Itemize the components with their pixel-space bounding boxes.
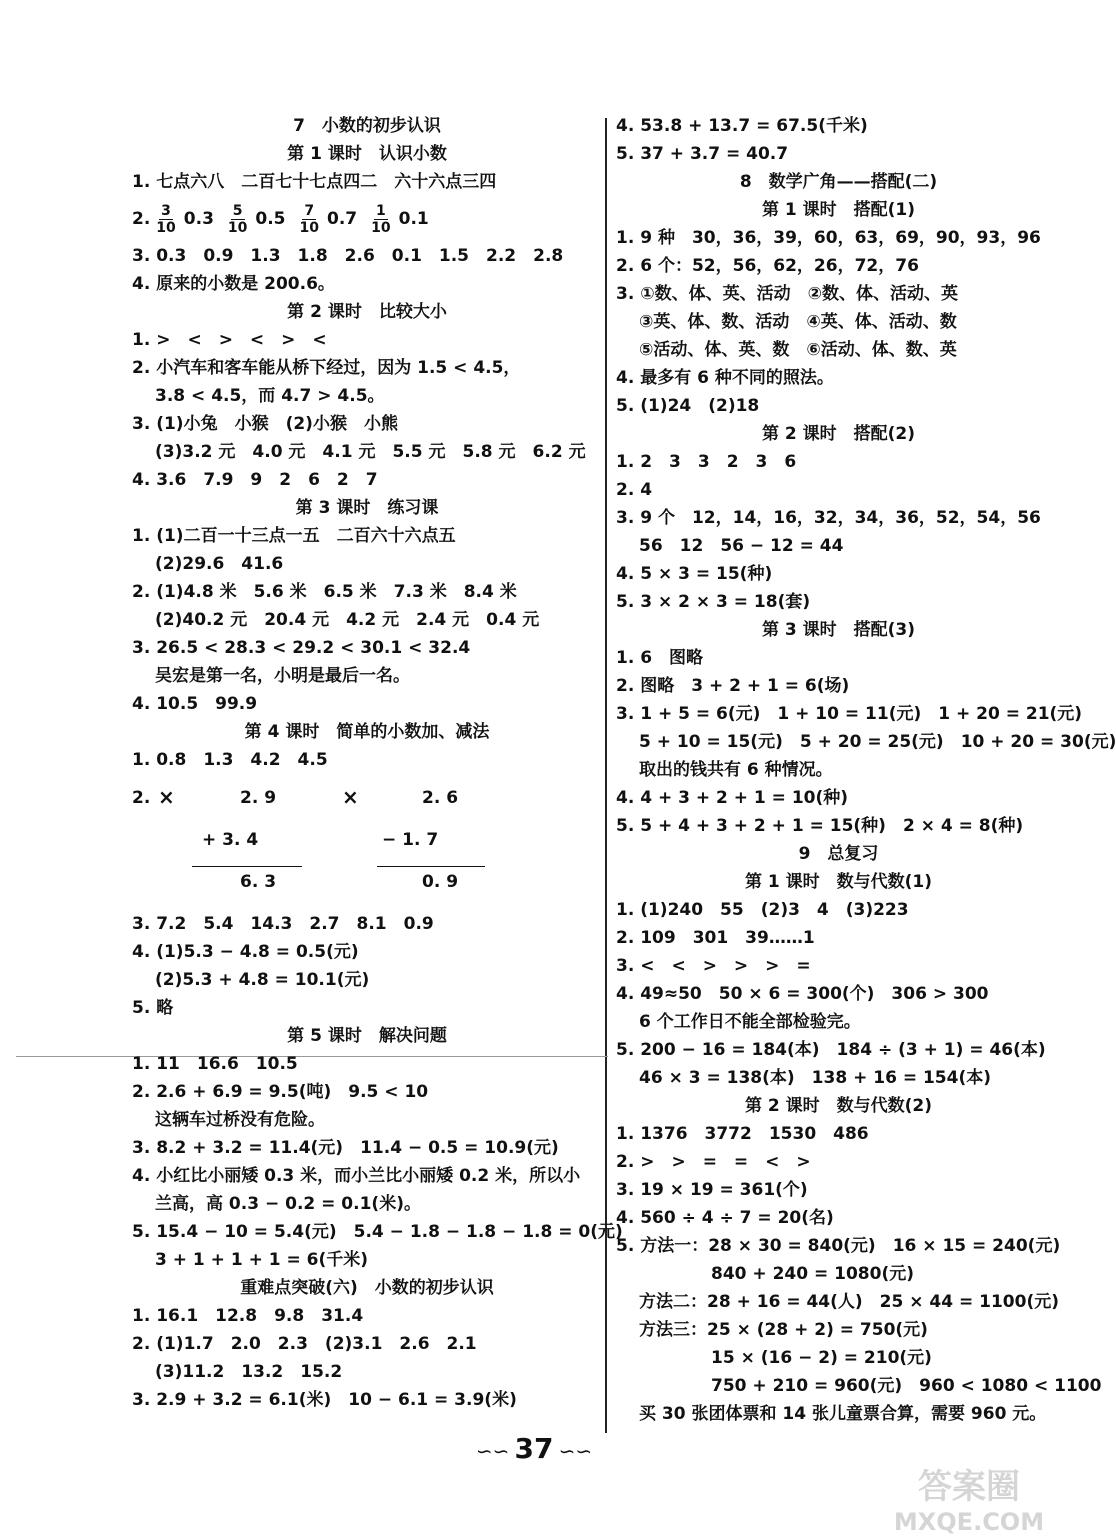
answer-line: 3. 2.9 + 3.2 = 6.1(米) 10 − 6.1 = 3.9(米): [132, 1390, 517, 1410]
left-column: [132, 112, 623, 1414]
answer-line: 3. 19 × 19 = 361(个): [616, 1180, 808, 1200]
page-number: 37: [514, 1432, 554, 1465]
answer-line: 4. 最多有 6 种不同的照法。: [616, 368, 834, 388]
answer-line: 3. 9 个 12，14，16，32，34，36，52，54，56: [616, 508, 1041, 528]
answer-line: 1. > < > < > <: [132, 330, 327, 350]
lesson-title: 第 3 课时 搭配(3): [761, 620, 916, 640]
answer-line: (3)11.2 13.2 15.2: [155, 1362, 343, 1382]
answer-line: 5. 5 + 4 + 3 + 2 + 1 = 15(种) 2 × 4 = 8(种): [616, 816, 1024, 836]
answer-line: (2)40.2 元 20.4 元 4.2 元 2.4 元 0.4 元: [155, 610, 540, 630]
decimal-value: 0.7: [327, 209, 358, 229]
answer-line: 4. 小红比小丽矮 0.3 米，而小兰比小丽矮 0.2 米，所以小: [132, 1166, 581, 1186]
answer-line: 1. 11 16.6 10.5: [132, 1054, 298, 1074]
question-number: 2.: [132, 788, 151, 808]
fraction: [156, 203, 175, 236]
decimal-value: 0.5: [255, 209, 286, 229]
fraction-answer-item: [156, 203, 214, 236]
answer-line: 方法三：25 × (28 + 2) = 750(元): [639, 1320, 928, 1340]
fraction-items: [156, 203, 442, 236]
answer-line: 吴宏是第一名，小明是最后一名。: [155, 666, 410, 686]
answer-line: 750 + 210 = 960(元) 960 < 1080 < 1100: [711, 1376, 1102, 1396]
denominator: 10: [156, 219, 176, 236]
answer-line: 5. 15.4 − 10 = 5.4(元) 5.4 − 1.8 − 1.8 − 1.8 = 0(元): [132, 1222, 623, 1242]
answer-line: 2. > > = = < >: [616, 1152, 811, 1172]
decimal-value: 0.1: [398, 209, 429, 229]
answer-line: 5. 略: [132, 998, 174, 1018]
answer-line: 4. 4 + 3 + 2 + 1 = 10(种): [616, 788, 849, 808]
answer-line: 1. 9 种 30，36，39，60，63，69，90，93，96: [616, 228, 1041, 248]
answer-line: 1. 16.1 12.8 9.8 31.4: [132, 1306, 364, 1326]
answer-line: 2. 109 301 39……1: [616, 928, 815, 948]
vertical-rule: [377, 866, 485, 867]
answer-line: 5. 200 − 16 = 184(本) 184 ÷ (3 + 1) = 46(本): [616, 1040, 1046, 1060]
ornament-left: ∽∽: [475, 1439, 510, 1463]
ornament-right: ∽∽: [558, 1439, 593, 1463]
answer-line: 兰高，高 0.3 − 0.2 = 0.1(米)。: [155, 1194, 421, 1214]
answer-line: 840 + 240 = 1080(元): [711, 1264, 914, 1284]
answer-line: 2. 小汽车和客车能从桥下经过，因为 1.5 < 4.5，: [132, 358, 521, 378]
answer-line: 1. (1)二百一十三点一五 二百六十六点五: [132, 526, 456, 546]
vertical-addend: + 3. 4: [202, 830, 259, 850]
answer-line: 4. 10.5 99.9: [132, 694, 258, 714]
lesson-title: 第 1 课时 认识小数: [287, 144, 447, 164]
lesson-title: 第 1 课时 数与代数(1): [744, 872, 933, 892]
vertical-result: 6. 3: [240, 872, 277, 892]
answer-line: 5. 37 + 3.7 = 40.7: [616, 144, 789, 164]
denominator: 10: [299, 219, 319, 236]
fraction-answer-row: [132, 196, 602, 242]
answer-line: 3. < < > > > =: [616, 956, 811, 976]
answer-line: 46 × 3 = 138(本) 138 + 16 = 154(本): [639, 1068, 992, 1088]
answer-line: 3. (1)小兔 小猴 (2)小猴 小熊: [132, 414, 398, 434]
answer-line: ③英、体、数、活动 ④英、体、活动、数: [639, 312, 957, 332]
answer-line: (2)29.6 41.6: [155, 554, 284, 574]
fraction: [371, 203, 390, 236]
answer-line: 3. ①数、体、英、活动 ②数、体、活动、英: [616, 284, 958, 304]
answer-line: 1. 七点六八 二百七十七点四二 六十六点三四: [132, 172, 497, 192]
wrong-mark: ×: [158, 785, 175, 809]
answer-line: 3. 1 + 5 = 6(元) 1 + 10 = 11(元) 1 + 20 = 21(元): [616, 704, 1083, 724]
answer-line: 方法二：28 + 16 = 44(人) 25 × 44 = 1100(元): [639, 1292, 1060, 1312]
answer-line: 2. 4: [616, 480, 653, 500]
answer-line: 1. (1)240 55 (2)3 4 (3)223: [616, 900, 909, 920]
numerator: 3: [161, 202, 171, 219]
chapter-title: 9 总复习: [798, 844, 879, 864]
answer-line: 4. (1)5.3 − 4.8 = 0.5(元): [132, 942, 359, 962]
watermark-text-bottom: MXQE.COM: [893, 1508, 1045, 1536]
answer-line: 1. 1376 3772 1530 486: [616, 1124, 869, 1144]
answer-line: 2. (1)1.7 2.0 2.3 (2)3.1 2.6 2.1: [132, 1334, 477, 1354]
watermark-logo: [874, 1462, 1064, 1536]
answer-line: 3. 7.2 5.4 14.3 2.7 8.1 0.9: [132, 914, 434, 934]
answer-line: 取出的钱共有 6 种情况。: [639, 760, 833, 780]
answer-line: (2)5.3 + 4.8 = 10.1(元): [155, 970, 370, 990]
answer-line: 4. 49≈50 50 × 6 = 300(个) 306 > 300: [616, 984, 989, 1004]
answer-line: 2. 2.6 + 6.9 = 9.5(吨) 9.5 < 10: [132, 1082, 429, 1102]
answer-line: 2. 6 个：52，56，62，26，72，76: [616, 256, 919, 276]
vertical-result: 0. 9: [422, 872, 459, 892]
fraction-answer-item: [300, 203, 358, 236]
lesson-title: 第 2 课时 比较大小: [287, 302, 447, 322]
answer-line: 3. 26.5 < 28.3 < 29.2 < 30.1 < 32.4: [132, 638, 471, 658]
fraction: [228, 203, 247, 236]
answer-line: 2. 图略 3 + 2 + 1 = 6(场): [616, 676, 850, 696]
answer-line: ⑤活动、体、英、数 ⑥活动、体、数、英: [639, 340, 957, 360]
answer-line: 3. 0.3 0.9 1.3 1.8 2.6 0.1 1.5 2.2 2.8: [132, 246, 564, 266]
vertical-rule: [192, 866, 302, 867]
denominator: 10: [227, 219, 248, 236]
answer-line: 4. 原来的小数是 200.6。: [132, 274, 335, 294]
answer-line: 3. 8.2 + 3.2 = 11.4(元) 11.4 − 0.5 = 10.9(元): [132, 1138, 559, 1158]
answer-line: 5 + 10 = 15(元) 5 + 20 = 25(元) 10 + 20 = 30(元): [639, 732, 1116, 752]
fraction: [300, 203, 319, 236]
right-column: [616, 112, 1116, 1428]
answer-line: 5. 方法一：28 × 30 = 840(元) 16 × 15 = 240(元): [616, 1236, 1061, 1256]
fraction-answer-item: [228, 203, 286, 236]
answer-line: 1. 6 图略: [616, 648, 704, 668]
page-footer: [0, 1432, 1068, 1465]
lesson-title: 第 3 课时 练习课: [295, 498, 439, 518]
answer-line: 56 12 56 − 12 = 44: [639, 536, 844, 556]
vertical-top-number: 2. 9: [240, 788, 277, 808]
answer-line: (3)3.2 元 4.0 元 4.1 元 5.5 元 5.8 元 6.2 元: [155, 442, 586, 462]
answer-line: 买 30 张团体票和 14 张儿童票合算，需要 960 元。: [639, 1404, 1047, 1424]
denominator: 10: [371, 219, 391, 236]
answer-line: 这辆车过桥没有危险。: [155, 1110, 325, 1130]
answer-line: 4. 5 × 3 = 15(种): [616, 564, 773, 584]
vertical-top-number: 2. 6: [422, 788, 459, 808]
decimal-value: 0.3: [183, 209, 214, 229]
answer-line: 5. (1)24 (2)18: [616, 396, 760, 416]
question-number: 2.: [132, 209, 151, 229]
numerator: 5: [232, 202, 243, 219]
lesson-title: 第 2 课时 搭配(2): [761, 424, 916, 444]
answer-line: 3.8 < 4.5，而 4.7 > 4.5。: [155, 386, 385, 406]
chapter-title: 8 数学广角——搭配(二): [739, 172, 938, 192]
answer-line: 5. 3 × 2 × 3 = 18(套): [616, 592, 811, 612]
chapter-title: 7 小数的初步认识: [293, 116, 441, 136]
watermark-text-top: 答案圈: [918, 1467, 1020, 1507]
numerator: 7: [304, 202, 315, 219]
answer-line: 2. (1)4.8 米 5.6 米 6.5 米 7.3 米 8.4 米: [132, 582, 517, 602]
answer-line: 3 + 1 + 1 + 1 = 6(千米): [155, 1250, 369, 1270]
answer-line: 4. 3.6 7.9 9 2 6 2 7: [132, 470, 378, 490]
lesson-title: 第 2 课时 数与代数(2): [744, 1096, 933, 1116]
fraction-answer-item: [371, 203, 429, 236]
lesson-title: 重难点突破(六) 小数的初步认识: [240, 1278, 494, 1298]
vertical-calculation-block: [132, 774, 602, 910]
numerator: 1: [375, 202, 386, 219]
vertical-subtrahend: − 1. 7: [382, 830, 439, 850]
lesson-title: 第 1 课时 搭配(1): [761, 200, 916, 220]
answer-line: 1. 0.8 1.3 4.2 4.5: [132, 750, 328, 770]
answer-line: 1. 2 3 3 2 3 6: [616, 452, 797, 472]
answer-line: 6 个工作日不能全部检验完。: [639, 1012, 861, 1032]
wrong-mark: ×: [342, 785, 359, 809]
lesson-title: 第 4 课时 简单的小数加、减法: [244, 722, 490, 742]
answer-line: 4. 53.8 + 13.7 = 67.5(千米): [616, 116, 868, 136]
answer-line: 15 × (16 − 2) = 210(元): [711, 1348, 932, 1368]
answer-line: 4. 560 ÷ 4 ÷ 7 = 20(名): [616, 1208, 834, 1228]
lesson-title: 第 5 课时 解决问题: [287, 1026, 447, 1046]
